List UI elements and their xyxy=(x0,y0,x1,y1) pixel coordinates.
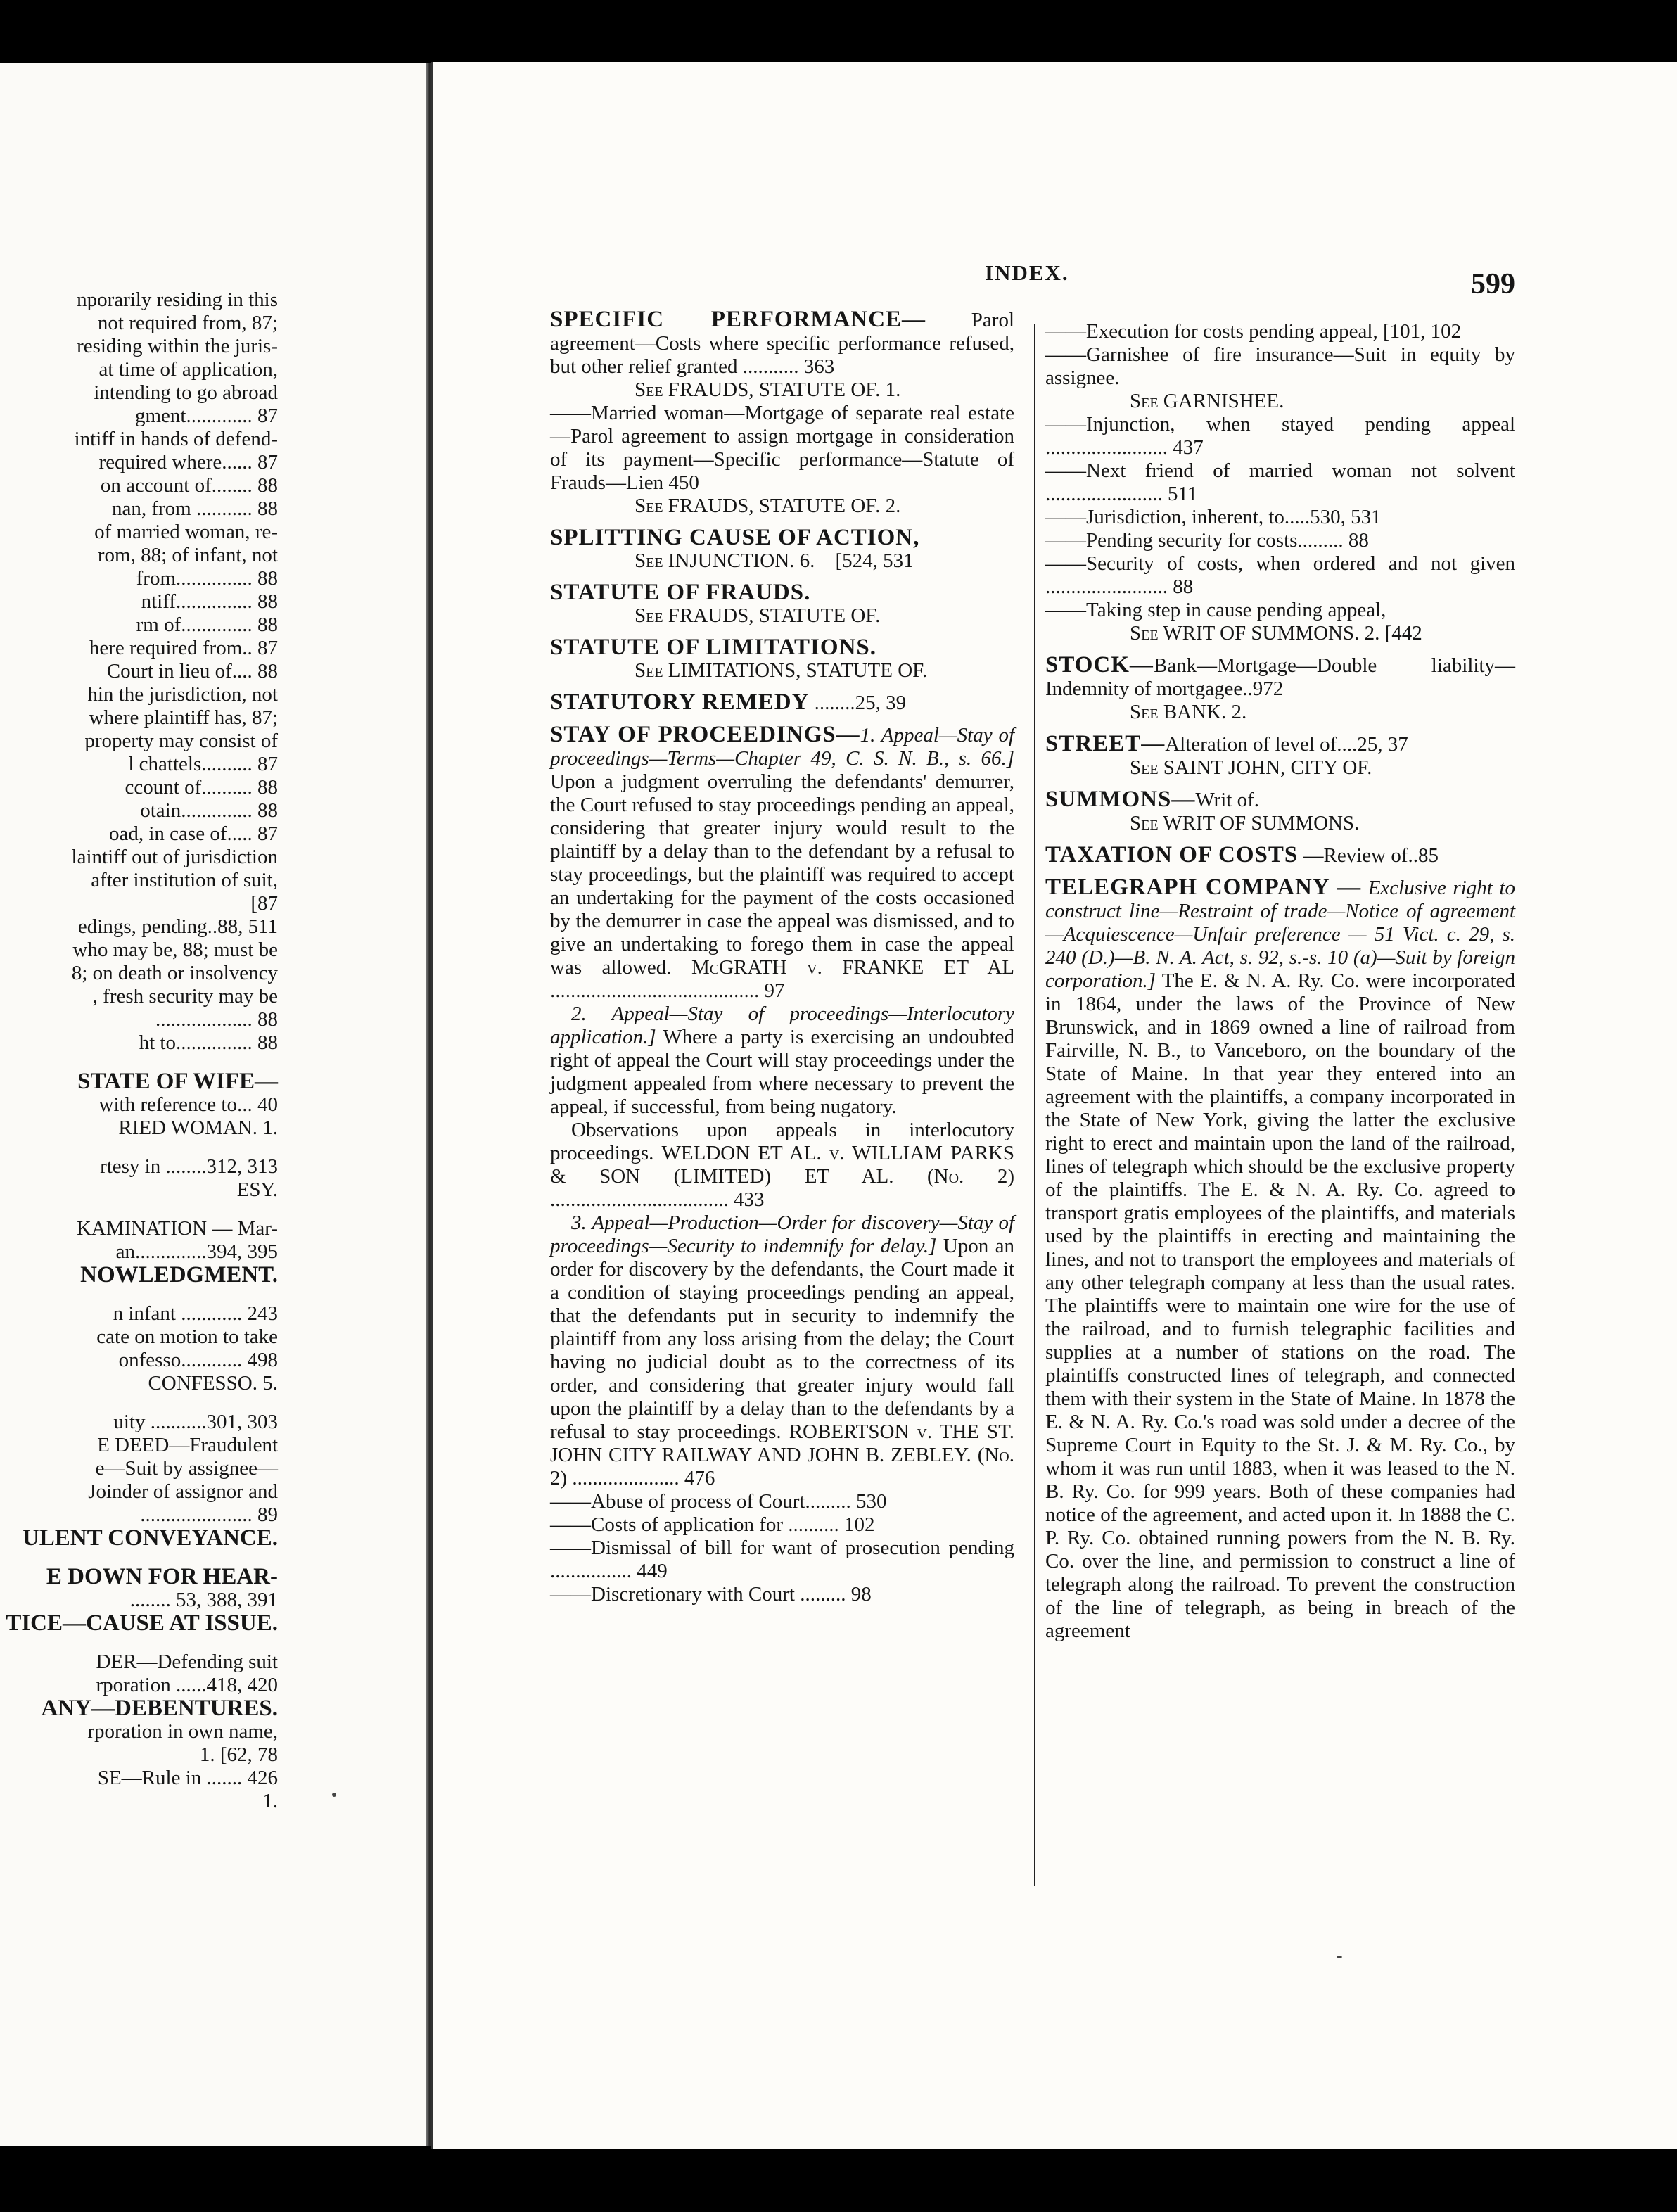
left-page-line: NOWLEDGMENT. xyxy=(80,1262,278,1288)
entry-heading: STATUTE OF FRAUDS. xyxy=(550,580,811,605)
left-page-line: hin the jurisdiction, not xyxy=(87,683,278,706)
case-citation: ROBERTSON v. THE ST. JOHN CITY RAILWAY AND JOHN B. ZEBLEY. (No. 2) ..................... 476 xyxy=(550,1420,1014,1489)
left-page-line: ESY. xyxy=(236,1178,278,1201)
entry-splitting xyxy=(550,526,1014,573)
column-divider xyxy=(1034,324,1035,1886)
entry-stay-continued xyxy=(1045,320,1515,645)
left-page-line: KAMINATION — Mar- xyxy=(76,1217,278,1240)
case-citation: WELDON ET AL. v. WILLIAM PARKS & SON (LIMITED) ET AL. (No. 2) ................................... 433 xyxy=(550,1142,1014,1211)
sub-entry: ——Abuse of process of Court......... 530 xyxy=(550,1490,887,1513)
left-page-line: ccount of.......... 88 xyxy=(125,776,278,799)
left-page-line: STATE OF WIFE— xyxy=(77,1069,278,1094)
page-speck xyxy=(332,1793,336,1797)
case-heading: 1. Appeal—Stay of proceedings—Terms—Chapter 49, C. S. N. B., s. 66.] xyxy=(550,724,1015,770)
left-page-line: ntiff............... 88 xyxy=(141,590,278,613)
sub-entry: ——Discretionary with Court ......... 98 xyxy=(550,1583,872,1606)
left-page-line: e—Suit by assignee— xyxy=(95,1457,278,1480)
left-page-line: nan, from ........... 88 xyxy=(112,497,278,520)
entry-heading: STREET— xyxy=(1045,731,1166,756)
line-gap xyxy=(0,1287,278,1302)
entry-statutory-remedy xyxy=(550,691,1014,715)
left-page-line: ULENT CONVEYANCE. xyxy=(22,1525,278,1551)
left-page-line: Joinder of assignor and xyxy=(88,1480,278,1503)
entry-heading: SPECIFIC PERFORMANCE— xyxy=(550,307,926,332)
left-page-line: 8; on death or insolvency xyxy=(71,962,278,984)
see-reference: See FRAUDS, STATUTE OF. xyxy=(635,604,881,627)
page-refs: [524, 531 xyxy=(835,549,914,572)
sub-entry: ——Married woman—Mortgage of separate real estate—Parol agreement to assign mortgage in consideration of its payment—Specific performance—Statute of Frauds—Lien 450 xyxy=(550,402,1014,494)
entry-summons xyxy=(1045,788,1515,835)
left-page-line: 1. xyxy=(262,1790,278,1812)
index-column-left xyxy=(550,308,1014,1615)
sub-entry: ——Security of costs, when ordered and not given ........................ 88 xyxy=(1045,552,1515,598)
left-page-line: CONFESSO. 5. xyxy=(148,1372,278,1394)
sub-entry: ——Dismissal of bill for want of prosecution pending ................ 449 xyxy=(550,1537,1014,1582)
entry-heading: TELEGRAPH COMPANY — xyxy=(1045,875,1362,900)
entry-taxation xyxy=(1045,844,1515,867)
left-page-line: uity ...........301, 303 xyxy=(113,1411,278,1433)
sub-entry: ——Costs of application for .......... 102 xyxy=(550,1513,875,1536)
entry-heading: STATUTE OF LIMITATIONS. xyxy=(550,635,877,660)
sub-entry: ——Jurisdiction, inherent, to.....530, 531 xyxy=(1045,506,1382,528)
case-text: Where a party is exercising an undoubted right of appeal the Court will stay proceedings under the judgment appealed from where necessary to prevent the appeal, if successful, from being nugatory. xyxy=(550,1026,1015,1118)
entry-text: Bank—Mortgage—Double liability—Indemnity of mortgagee..972 xyxy=(1045,654,1515,700)
case-text: The E. & N. A. Ry. Co. were incorporated in 1864, under the laws of the Province of New Brunswick, and in 1869 owned a line of railroad from Fairville, N. B., to Vanceboro, on the boundary of the State of Maine. In that year they entered into an agreement with the plaintiffs, a company incorporated in the State of New York, giving the latter the exclusive right to erect and maintain upon the land of the railroad, lines of telegraph which should be the exclusive property of the plaintiffs. The E. & N. A. Ry. Co. agreed to transport gratis employees of the plaintiffs, and materials used by the plaintiffs in erecting and maintaining the lines, and not to transport the employees and materials of any other telegraph company at less than the usual rates. The plaintiffs were to maintain one wire for the use of the railroad, and to furnish telegraphic facilities and supplies at a number of stations on the road. The plaintiffs constructed lines of telegraph, and connected them with their system in the State of Maine. In 1878 the E. & N. A. Ry. Co.'s road was sold under a decree of the Supreme Court in Equity to the St. J. & M. Ry. Co., by whom it was run until 1883, when it was leased to the N. B. Ry. Co. for 999 years. Both of these companies had notice of the agreement, and acted upon it. In 1888 the C. P. Ry. Co. obtained running powers from the N. B. Ry. Co. over the line, and permission to construct a line of telegraph along the railroad. To prevent the construction of the line of telegraph, as being in breach of the agreement xyxy=(1045,970,1515,1642)
left-page-line: [87 xyxy=(250,892,278,915)
entry-street xyxy=(1045,732,1515,780)
case-heading: 3. Appeal—Production—Order for discovery—Stay of proceedings—Security to indemnify for delay.] xyxy=(550,1212,1014,1257)
left-page-line: ht to............... 88 xyxy=(139,1031,278,1054)
page-number: 599 xyxy=(1471,268,1515,300)
line-gap xyxy=(0,1140,278,1155)
see-reference: See FRAUDS, STATUTE OF. 1. xyxy=(635,379,901,401)
entry-text: —Review of..85 xyxy=(1303,844,1439,867)
see-reference: See SAINT JOHN, CITY OF. xyxy=(1130,756,1372,779)
line-gap xyxy=(0,1055,278,1070)
left-page-line: SE—Rule in ....... 426 xyxy=(97,1767,278,1789)
line-gap xyxy=(0,1635,278,1651)
entry-stay-of-proceedings xyxy=(550,723,1014,1606)
left-page-line: of married woman, re- xyxy=(94,521,278,543)
left-page-line: where plaintiff has, 87; xyxy=(89,706,278,729)
see-reference: See WRIT OF SUMMONS. xyxy=(1130,812,1360,834)
sub-entry: ——Garnishee of fire insurance—Suit in equity by assignee. xyxy=(1045,343,1515,389)
left-page-line: ...................... 89 xyxy=(140,1504,278,1526)
entry-heading: STAY OF PROCEEDINGS— xyxy=(550,722,860,747)
left-page-line: E DOWN FOR HEAR- xyxy=(46,1564,278,1589)
left-page-line: ANY—DEBENTURES. xyxy=(41,1696,278,1721)
case-citation: McGRATH v. FRANKE ET AL ......................................... 97 xyxy=(550,956,1015,1002)
sub-entry: ——Execution for costs pending appeal, [101, 102 xyxy=(1045,320,1462,343)
left-page-line: required where...... 87 xyxy=(98,451,278,473)
see-reference: See LIMITATIONS, STATUTE OF. xyxy=(635,659,928,682)
page-speck xyxy=(1337,1956,1342,1958)
entry-heading: SPLITTING CAUSE OF ACTION, xyxy=(550,525,920,550)
left-page-line: property may consist of xyxy=(84,730,278,752)
entry-text: Parol agreement—Costs where specific performance refused, but other relief granted ........... 363 xyxy=(550,309,1014,378)
sub-entry: ——Injunction, when stayed pending appeal ........................ 437 xyxy=(1045,413,1515,459)
left-page-line: onfesso............ 498 xyxy=(118,1349,278,1371)
case-text: Upon a judgment overruling the defendants' demurrer, the Court refused to stay proceedings pending an appeal, considering that greater injury would result to the plaintiff by a delay than to the defendant by a refusal to stay proceedings, but the plaintiff was required to accept an undertaking for the payment of the costs occasioned by the demurrer in case the appeal was dismissed, and to give an undertaking to forego them in case the appeal was allowed. xyxy=(550,770,1014,979)
line-gap xyxy=(0,1550,278,1565)
line-gap xyxy=(0,1202,278,1217)
left-page-line: E DEED—Fraudulent xyxy=(97,1434,278,1456)
entry-statute-frauds xyxy=(550,581,1014,628)
index-column-right xyxy=(1045,320,1515,1651)
case-text: Observations upon appeals in interlocutory proceedings. xyxy=(550,1119,1014,1164)
see-reference: See BANK. 2. xyxy=(1130,701,1247,723)
left-page-line: rporation ......418, 420 xyxy=(96,1674,278,1696)
left-page-line: who may be, 88; must be xyxy=(72,939,278,961)
left-page-line: intending to go abroad xyxy=(94,381,278,404)
case-heading: Exclusive right to construct line—Restraint of trade—Notice of agreement—Acquiescence—Unfair preference — 51 Vict. c. 29, s. 240 (D.)—B. N. A. Act, s. 92, s.-s. 10 (a)—Suit by foreign corporation.] xyxy=(1045,877,1516,992)
entry-heading: STOCK— xyxy=(1045,652,1154,678)
see-reference: See FRAUDS, STATUTE OF. 2. xyxy=(635,495,901,517)
left-page-line: n infant ............ 243 xyxy=(113,1302,278,1325)
left-page-line: with reference to... 40 xyxy=(98,1093,278,1116)
left-page-line: laintiff out of jurisdiction xyxy=(71,846,278,868)
sub-entry: ——Pending security for costs......... 88 xyxy=(1045,529,1369,552)
left-page-line: not required from, 87; xyxy=(97,312,278,334)
sub-entry: ——Next friend of married woman not solvent ....................... 511 xyxy=(1045,459,1515,505)
left-page-line: cate on motion to take xyxy=(96,1326,278,1348)
left-page-line: rom, 88; of infant, not xyxy=(97,544,278,566)
left-page-line: rm of.............. 88 xyxy=(136,614,278,636)
case-heading: 2. Appeal—Stay of proceedings—Interlocutory application.] xyxy=(550,1003,1014,1048)
left-page-line: at time of application, xyxy=(98,358,278,381)
entry-heading: SUMMONS— xyxy=(1045,787,1196,812)
left-page-line: residing within the juris- xyxy=(77,335,278,357)
left-page-line: edings, pending..88, 511 xyxy=(77,915,278,938)
left-page-line: an..............394, 395 xyxy=(115,1240,278,1263)
entry-statute-limitations xyxy=(550,636,1014,682)
left-page-line: Court in lieu of.... 88 xyxy=(106,660,278,682)
left-page-line: TICE—CAUSE AT ISSUE. xyxy=(6,1610,278,1636)
see-reference: See GARNISHEE. xyxy=(1130,390,1284,412)
left-page-text xyxy=(0,288,278,1813)
left-page-line: gment............. 87 xyxy=(135,405,278,427)
line-gap xyxy=(0,1395,278,1411)
entry-telegraph xyxy=(1045,876,1515,1643)
left-page-line: otain.............. 88 xyxy=(140,799,278,822)
left-page-line: rtesy in ........312, 313 xyxy=(100,1155,278,1178)
left-page-line: ................... 88 xyxy=(155,1008,278,1031)
left-page-line: RIED WOMAN. 1. xyxy=(118,1117,278,1139)
entry-heading: TAXATION OF COSTS xyxy=(1045,842,1299,867)
left-page-line: l chattels.......... 87 xyxy=(128,753,278,775)
left-page-line: on account of........ 88 xyxy=(100,474,278,497)
entry-heading: STATUTORY REMEDY xyxy=(550,689,810,715)
left-page-line: from............... 88 xyxy=(136,567,278,590)
left-page-line: oad, in case of..... 87 xyxy=(109,822,278,845)
entry-text: Writ of. xyxy=(1195,789,1259,811)
see-reference: See WRIT OF SUMMONS. 2. [442 xyxy=(1130,622,1422,644)
entry-specific-performance xyxy=(550,308,1014,518)
left-page-line: , fresh security may be xyxy=(92,985,278,1008)
page-refs: ........25, 39 xyxy=(814,692,907,714)
left-page-line: nporarily residing in this xyxy=(77,288,278,311)
left-page-line: here required from.. 87 xyxy=(89,637,278,659)
left-page-line: intiff in hands of defend- xyxy=(74,428,278,450)
left-page-line: rporation in own name, xyxy=(87,1720,278,1743)
left-page-line: DER—Defending suit xyxy=(96,1651,278,1673)
entry-text: Alteration of level of....25, 37 xyxy=(1165,733,1408,756)
see-reference: See INJUNCTION. 6. xyxy=(635,549,815,572)
sub-entry: ——Taking step in cause pending appeal, xyxy=(1045,599,1386,621)
left-page-line: after institution of suit, xyxy=(91,869,278,891)
left-page-line: ........ 53, 388, 391 xyxy=(129,1589,278,1611)
running-head: INDEX. xyxy=(985,260,1069,285)
left-page-line: 1. [62, 78 xyxy=(199,1743,278,1766)
entry-stock xyxy=(1045,654,1515,724)
case-text: Upon an order for discovery by the defendants, the Court made it a condition of staying proceedings pending an appeal, that the defendants put in security to indemnify the plaintiff from any loss arising from the delay; the Court having no judicial doubt as to the correctness of its order, and considering that greater injury would fall upon the plaintiff by a delay than to the defendants by a refusal to stay proceedings. xyxy=(550,1235,1014,1443)
